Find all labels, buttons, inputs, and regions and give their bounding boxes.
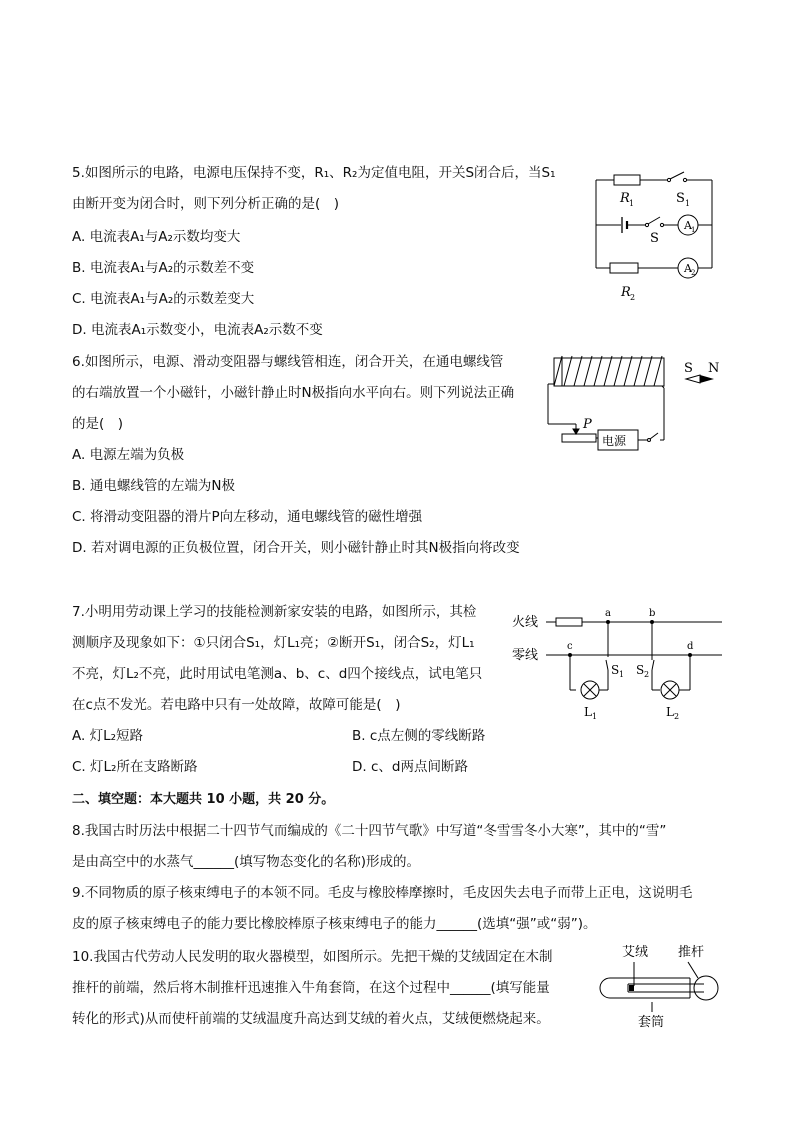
q5-circuit-figure (588, 162, 720, 308)
q9-line1: 9.不同物质的原子核束缚电子的本领不同。毛皮与橡胶棒摩擦时，毛皮因失去电子而带上正电，这说明毛 (72, 885, 693, 901)
svg-text:零线: 零线 (512, 648, 539, 663)
svg-text:2: 2 (691, 269, 696, 277)
svg-text:艾绒: 艾绒 (622, 945, 649, 960)
q6-solenoid-figure (540, 348, 730, 456)
svg-text:2: 2 (630, 293, 636, 302)
q10-fire-piston-figure (592, 940, 724, 1032)
q5-option-d: D. 电流表A₁示数变小，电流表A₂示数不变 (72, 322, 323, 338)
svg-text:S: S (684, 361, 693, 376)
svg-text:电源: 电源 (602, 434, 627, 448)
svg-text:P: P (583, 417, 592, 432)
svg-text:1: 1 (619, 670, 625, 679)
svg-text:2: 2 (674, 712, 680, 720)
tube (600, 978, 690, 998)
svg-text:d: d (687, 641, 694, 652)
section-heading-fill-in: 二、填空题：本大题共 10 小题，共 20 分。 (72, 792, 335, 807)
q8-line2: 是由高空中的水蒸气______(填写物态变化的名称)形成的。 (72, 854, 421, 870)
q6-stem-line2: 的右端放置一个小磁针，小磁针静止时N极指向水平向右。则下列说法正确 (72, 385, 515, 401)
q6-option-a: A. 电源左端为负极 (72, 447, 185, 463)
q6-option-d: D. 若对调电源的正负极位置，闭合开关，则小磁针静止时其N极指向将改变 (72, 540, 520, 556)
q7-option-c: C. 灯L₂所在支路断路 (72, 759, 198, 775)
q7-option-b: B. c点左侧的零线断路 (352, 728, 486, 744)
svg-text:S: S (650, 231, 659, 246)
q6-stem-line3: 的是( ) (72, 416, 124, 432)
q10-line3: 转化的形式)从而使杆前端的艾绒温度升高达到艾绒的着火点，艾绒便燃烧起来。 (72, 1011, 550, 1027)
svg-text:a: a (605, 608, 611, 619)
svg-text:1: 1 (691, 226, 696, 234)
q7-stem-line2: 测顺序及现象如下：①只闭合S₁，灯L₁亮；②断开S₁，闭合S₂，灯L₁ (72, 635, 475, 651)
q10-line2: 推杆的前端，然后将木制推杆迅速推入牛角套筒，在这个过程中______(填写能量 (72, 980, 550, 996)
q7-stem-line1: 7.小明用劳动课上学习的技能检测新家安装的电路，如图所示，其检 (72, 604, 477, 620)
rheostat (562, 434, 596, 442)
q6-stem-line1: 6.如图所示，电源、滑动变阻器与螺线管相连，闭合开关，在通电螺线管 (72, 354, 504, 370)
svg-text:A: A (684, 262, 692, 275)
q5-stem-line2: 由断开变为闭合时，则下列分析正确的是( ) (72, 196, 340, 212)
svg-text:推杆: 推杆 (678, 945, 705, 960)
q7-stem-line3: 不亮，灯L₂不亮，此时用试电笔测a、b、c、d四个接线点，试电笔只 (72, 666, 483, 682)
svg-text:1: 1 (629, 199, 635, 208)
svg-text:火线: 火线 (512, 615, 539, 630)
q6-option-b: B. 通电螺线管的左端为N极 (72, 478, 235, 494)
compass-needle (686, 375, 714, 383)
svg-text:L: L (666, 705, 674, 719)
r1-resistor (614, 175, 640, 185)
q7-option-d: D. c、d两点间断路 (352, 759, 468, 775)
svg-text:A: A (684, 219, 692, 232)
svg-text:b: b (649, 608, 656, 619)
q6-option-c: C. 将滑动变阻器的滑片P向左移动，通电螺线管的磁性增强 (72, 509, 423, 525)
svg-text:L: L (584, 705, 592, 719)
svg-text:S: S (611, 663, 620, 677)
q5-option-b: B. 电流表A₁与A₂的示数差不变 (72, 260, 255, 276)
svg-text:N: N (708, 361, 720, 376)
svg-text:2: 2 (644, 670, 650, 679)
svg-text:S: S (676, 191, 685, 206)
svg-text:1: 1 (592, 712, 598, 720)
svg-text:c: c (567, 641, 573, 652)
q7-option-a: A. 灯L₂短路 (72, 728, 144, 744)
q10-line1: 10.我国古代劳动人民发明的取火器模型，如图所示。先把干燥的艾绒固定在木制 (72, 949, 553, 965)
svg-text:R: R (621, 285, 631, 300)
fuse (556, 618, 582, 626)
rod-handle (694, 976, 718, 1000)
q7-stem-line4: 在c点不发光。若电路中只有一处故障，故障可能是( ) (72, 697, 401, 713)
r2-resistor (610, 263, 638, 273)
q5-option-c: C. 电流表A₁与A₂的示数差变大 (72, 291, 255, 307)
q5-stem-line1: 5.如图所示的电路，电源电压保持不变，R₁、R₂为定值电阻，开关S闭合后，当S₁ (72, 165, 556, 181)
q8-line1: 8.我国古时历法中根据二十四节气而编成的《二十四节气歌》中写道“冬雪雪冬小大寒”，其中的“雪” (72, 823, 667, 839)
q5-option-a: A. 电流表A₁与A₂示数均变大 (72, 229, 241, 245)
q7-household-circuit-figure (510, 602, 724, 720)
svg-text:套筒: 套筒 (638, 1015, 665, 1030)
q9-line2: 皮的原子核束缚电子的能力要比橡胶棒原子核束缚电子的能力______(选填“强”或“弱”)。 (72, 916, 597, 932)
svg-text:S: S (636, 663, 645, 677)
svg-text:1: 1 (685, 199, 691, 208)
svg-text:R: R (620, 191, 630, 206)
